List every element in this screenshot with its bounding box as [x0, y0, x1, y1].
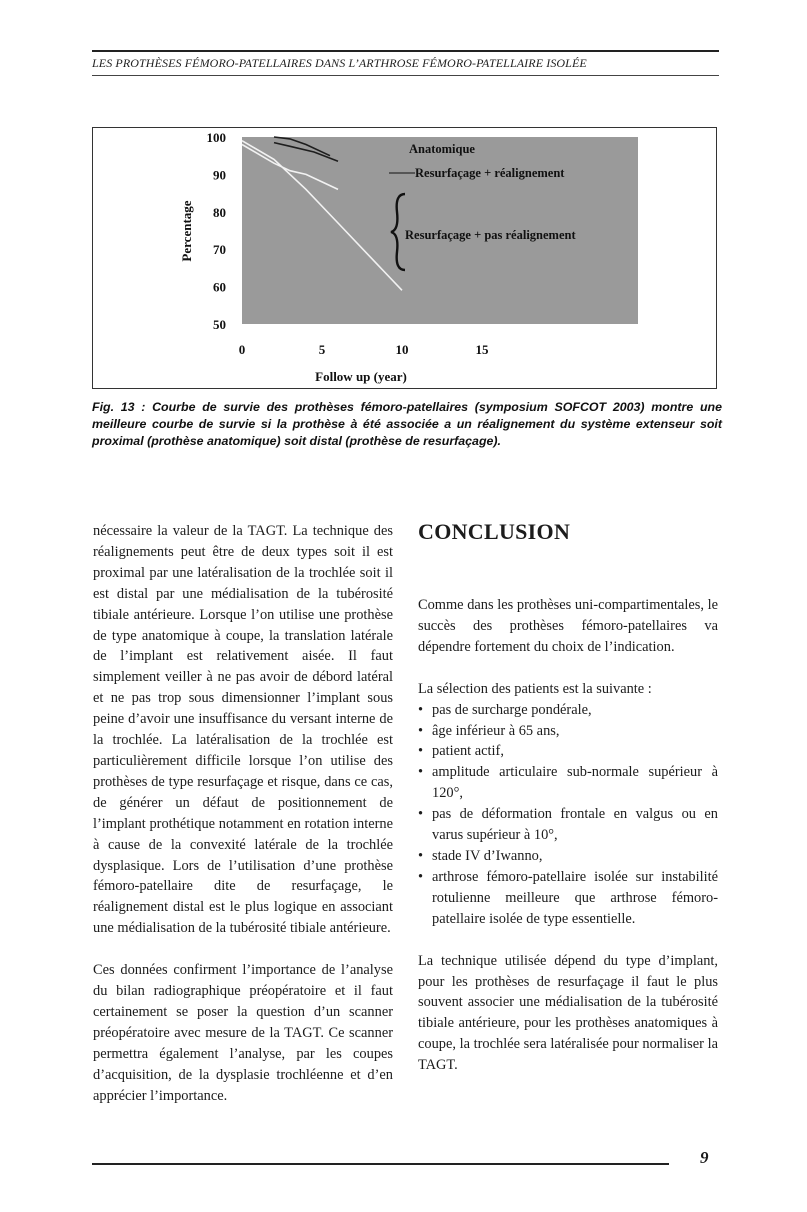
- criteria-item: • patient actif,: [418, 741, 718, 762]
- survival-chart: [93, 128, 715, 387]
- running-header: LES PROTHÈSES FÉMORO-PATELLAIRES DANS L’ARTHROSE FÉMORO-PATELLAIRE ISOLÉE: [92, 56, 587, 70]
- page-number: 9: [700, 1148, 709, 1167]
- y-tick-label: 80: [213, 204, 226, 220]
- footer-rule: [92, 1163, 669, 1165]
- criteria-item: • pas de surcharge pondérale,: [418, 700, 718, 721]
- x-axis-label: Follow up (year): [315, 369, 407, 384]
- left-column: [93, 521, 393, 1106]
- y-tick-label: 90: [213, 167, 226, 183]
- criteria-item: • stade IV d’Iwanno,: [418, 846, 718, 867]
- y-tick-label: 70: [213, 242, 226, 258]
- criteria-item: • arthrose fémoro-patellaire isolée sur instabilité rotulienne meilleure que arthrose fémoro-patellaire isolée de type essentielle.: [418, 867, 718, 930]
- figure-caption: Fig. 13 : Courbe de survie des prothèses fémoro-patellaires (symposium SOFCOT 2003) montre une meilleure courbe de survie si la prothèse à été associée a un réalignement du système extenseur soit proximal (prothèse anatomique) soit distal (prothèse de resurfaçage).: [92, 400, 722, 448]
- header-rule-bottom: [92, 75, 719, 76]
- annotation-label: Resurfaçage + pas réalignement: [405, 228, 576, 242]
- criteria-item: • âge inférieur à 65 ans,: [418, 721, 718, 742]
- annotation-label: Anatomique: [409, 142, 475, 156]
- criteria-item: • pas de déformation frontale en valgus ou en varus supérieur à 10°,: [418, 804, 718, 846]
- left-paragraph-1: nécessaire la valeur de la TAGT. La technique des réalignements peut être de deux types soit il est proximal par une latéralisation de la trochlée soit il est distal par une médialisation de la tubérosité tibiale antérieure. Lorsque l’on utilise une prothèse de type anatomique à coupe, la translation latérale de l’implant est relativement aisée. Il faut simplement veiller à ne pas avoir de débord latéral et ne pas trop sous dimensionner l’implant sous peine d’avoir une insuffisance du versant interne de la trochlée. La latéralisation de la trochlée est particulièrement difficile lorsque l’on utilise des prothèses de type resurfaçage et risque, dans ce cas, de générer un défaut de positionnement de l’implant prothétique notamment en rotation interne à cause de la convexité latérale de la trochlée dysplasique. Lors de l’utilisation d’une prothèse fémoro-patellaire dite de resurfaçage, le réalignement distal est le plus logique en associant une médialisation de la tubérosité tibiale antérieure.: [93, 523, 393, 937]
- left-paragraph-2: Ces données confirment l’importance de l’analyse du bilan radiographique préopératoire et il faut certainement se poser la question d’un scanner préopératoire avec mesure de la TAGT. Ce scanner permettra également l’analyse, par les coupes d’acquisition, de la dysplasie trochléenne et d’en apprécier l’importance.: [93, 962, 393, 1104]
- y-tick-label: 50: [213, 317, 226, 332]
- y-tick-label: 60: [213, 279, 226, 295]
- conclusion-paragraph-1: Comme dans les prothèses uni-compartimentales, le succès des prothèses fémoro-patellaires va dépendre fortement du choix de l’indication.: [418, 597, 718, 655]
- x-tick-label: 10: [395, 342, 409, 357]
- selection-intro: La sélection des patients est la suivante :: [418, 680, 652, 697]
- x-tick-label: 0: [238, 342, 246, 357]
- header-rule-top: [92, 50, 719, 52]
- criteria-item: • amplitude articulaire sub-normale supérieur à 120°,: [418, 762, 718, 804]
- x-tick-label: 5: [318, 342, 326, 357]
- conclusion-paragraph-last: La technique utilisée dépend du type d’implant, pour les prothèses de resurfaçage il faut le plus souvent associer une médialisation de la tubérosité tibiale antérieure, pour les prothèses anatomiques à coupe, la trochlée sera latéralisée pour normaliser la TAGT.: [418, 952, 718, 1074]
- conclusion-heading: CONCLUSION: [418, 519, 571, 544]
- figure-13: [92, 127, 717, 389]
- y-axis-label: Percentage: [179, 200, 194, 262]
- y-tick-label: 100: [206, 130, 226, 145]
- selection-criteria-list: [418, 700, 718, 930]
- x-tick-label: 15: [475, 342, 489, 357]
- annotation-label: Resurfaçage + réalignement: [415, 166, 565, 180]
- right-column: [418, 517, 718, 1076]
